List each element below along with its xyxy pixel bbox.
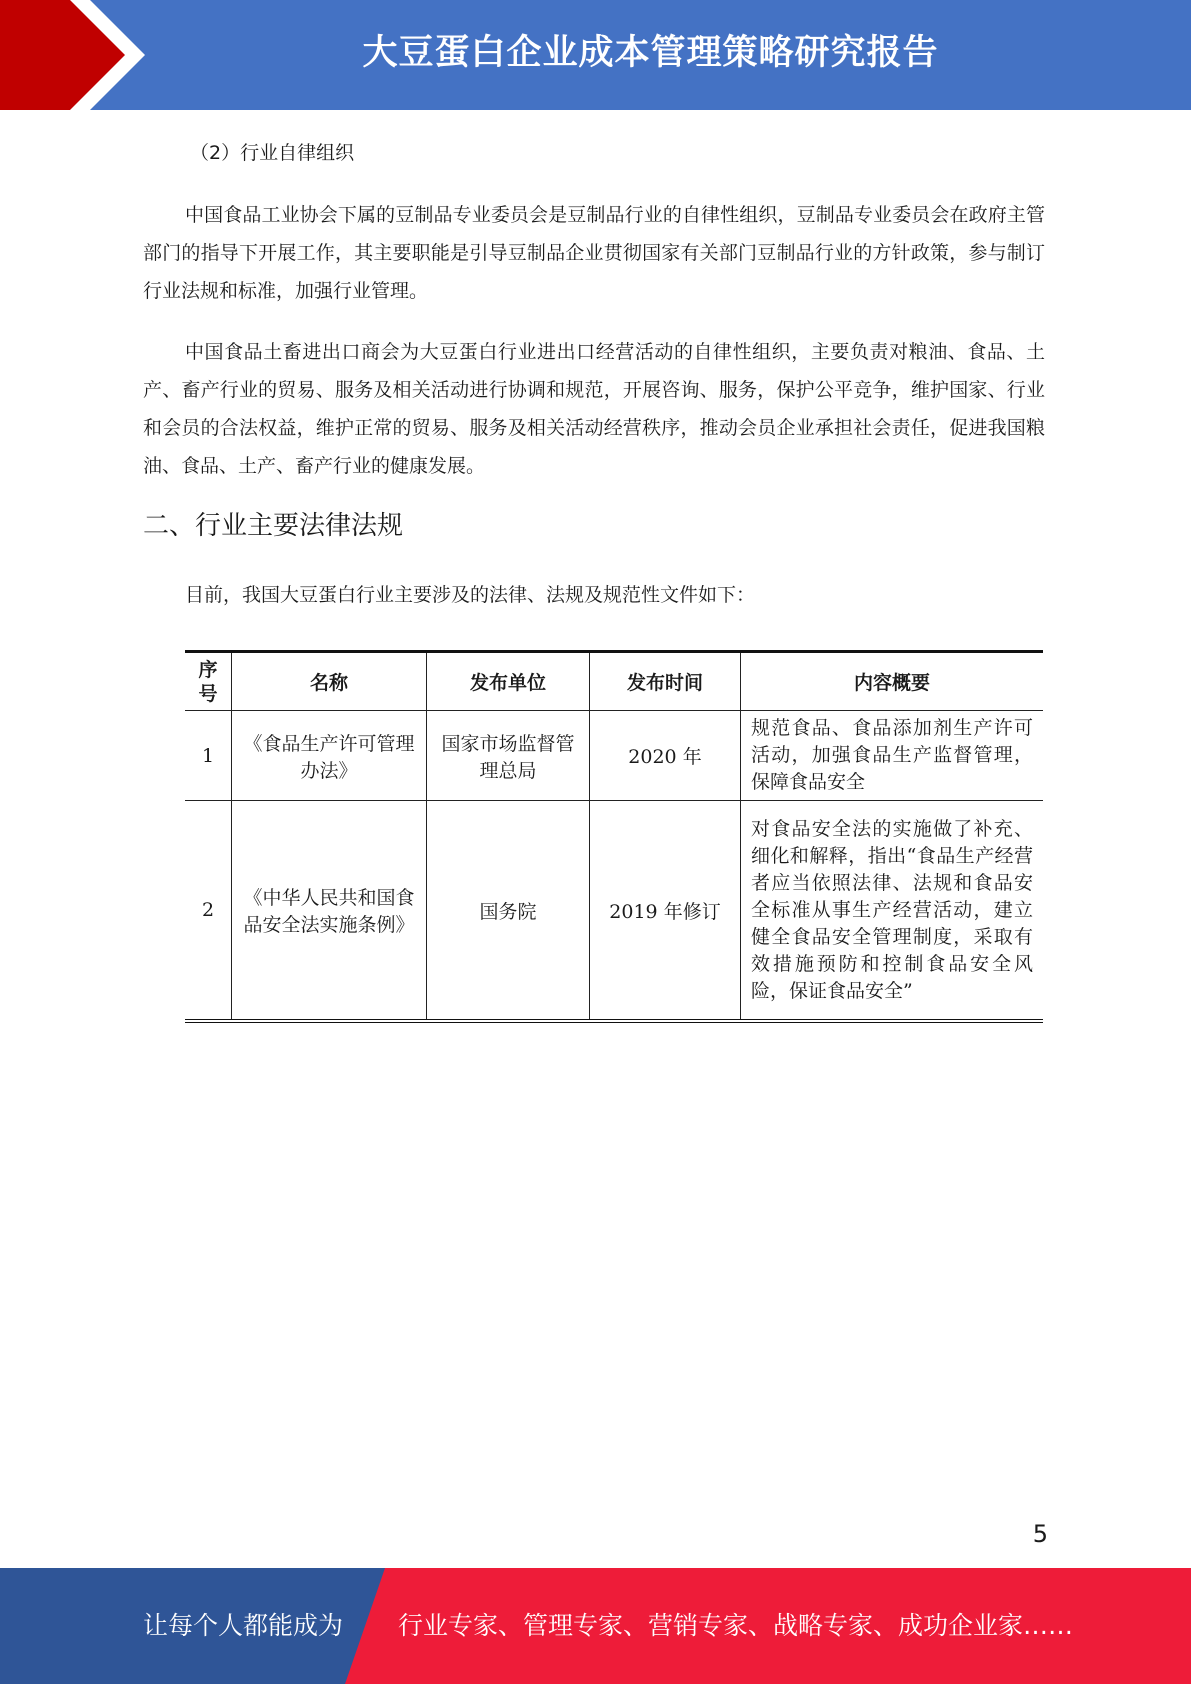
cell-summary: 对食品安全法的实施做了补充、细化和解释，指出“食品生产经营者应当依照法律、法规和食品安全标准从事生产经营活动，建立健全食品安全管理制度，采取有效措施预防和控制食品安全风险，保证食品安全”	[741, 801, 1044, 1022]
table-header-row	[185, 652, 1043, 711]
cell-date: 2020 年	[590, 711, 741, 801]
footer-slogan-right: 行业专家、管理专家、营销专家、战略专家、成功企业家……	[398, 1611, 1074, 1640]
cell-summary: 规范食品、食品添加剂生产许可活动，加强食品生产监督管理，保障食品安全	[741, 711, 1044, 801]
footer-slogan-left: 让每个人都能成为	[143, 1611, 344, 1640]
footer-banner	[0, 1568, 1191, 1684]
header-publisher: 发布单位	[427, 652, 590, 711]
section-heading: 二、行业主要法律法规	[143, 511, 404, 541]
cell-publisher: 国家市场监督管理总局	[427, 711, 590, 801]
cell-number: 1	[185, 711, 232, 801]
paragraph-soy-committee: 中国食品工业协会下属的豆制品专业委员会是豆制品行业的自律性组织，豆制品专业委员会在政府主管部门的指导下开展工作，其主要职能是引导豆制品企业贯彻国家有关部门豆制品行业的方针政策，参与制订行业法规和标准，加强行业管理。	[143, 204, 1045, 302]
paragraph-table-intro: 目前，我国大豆蛋白行业主要涉及的法律、法规及规范性文件如下：	[185, 584, 756, 606]
header-name: 名称	[232, 652, 427, 711]
header-summary: 内容概要	[741, 652, 1044, 711]
cell-date: 2019 年修订	[590, 801, 741, 1022]
page-number: 5	[1032, 1520, 1048, 1548]
header-number: 序号	[185, 652, 232, 711]
table-row	[185, 801, 1043, 1022]
header-banner	[0, 0, 1191, 110]
table-row	[185, 711, 1043, 801]
laws-table	[185, 650, 1043, 1023]
report-title: 大豆蛋白企业成本管理策略研究报告	[362, 33, 939, 73]
cell-name: 《中华人民共和国食品安全法实施条例》	[232, 801, 427, 1022]
cell-number: 2	[185, 801, 232, 1022]
cell-publisher: 国务院	[427, 801, 590, 1022]
header-date: 发布时间	[590, 652, 741, 711]
subsection-heading: （2）行业自律组织	[190, 142, 355, 164]
paragraph-chamber-of-commerce: 中国食品土畜进出口商会为大豆蛋白行业进出口经营活动的自律性组织，主要负责对粮油、食品、土产、畜产行业的贸易、服务及相关活动进行协调和规范，开展咨询、服务，保护公平竞争，维护国家、行业和会员的合法权益，维护正常的贸易、服务及相关活动经营秩序，推动会员企业承担社会责任，促进我国粮油、食品、土产、畜产行业的健康发展。	[143, 341, 1045, 477]
cell-name: 《食品生产许可管理办法》	[232, 711, 427, 801]
